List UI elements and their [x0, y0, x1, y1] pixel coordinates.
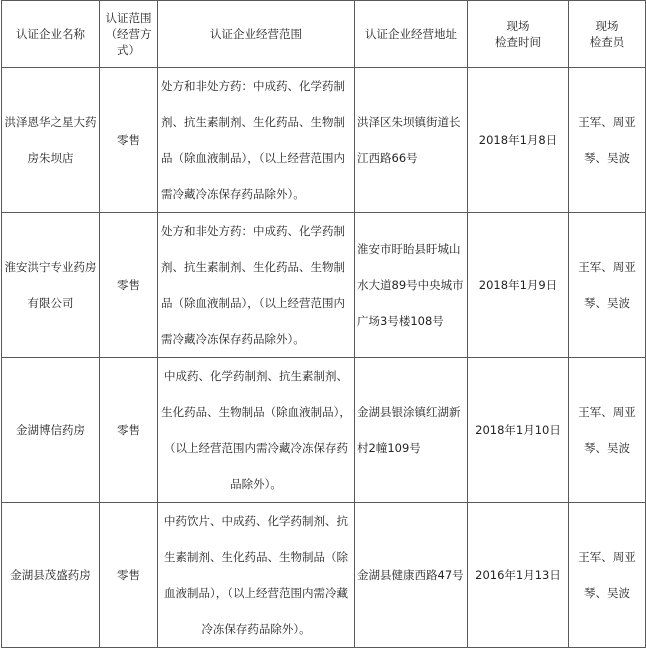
header-mode-line: （经营方: [105, 27, 152, 41]
header-business-scope: 认证企业经营范围: [158, 1, 355, 68]
header-inspector-line: 现场: [595, 19, 619, 33]
table-row: [2, 213, 646, 358]
inspection-date-cell: 2016年1月13日: [468, 503, 569, 648]
business-scope-cell: 中成药、化学药制剂、抗生素制剂、生化药品、生物制品（除血液制品），（以上经营范围内需冷藏冷冻保存药品除外）。: [158, 358, 355, 503]
company-name-cell: 金湖博信药房: [2, 358, 100, 503]
inspection-date-cell: 2018年1月8日: [468, 68, 569, 213]
business-address-cell: 金湖县健康西路47号: [355, 503, 468, 648]
header-mode-line: 认证范围: [105, 11, 152, 25]
table-row: [2, 68, 646, 213]
inspectors-cell: 王军、周亚琴、吴波: [569, 358, 646, 503]
inspectors-cell: 王军、周亚琴、吴波: [569, 503, 646, 648]
business-address-cell: 洪泽区朱坝镇街道长江西路66号: [355, 68, 468, 213]
table-row: [2, 358, 646, 503]
company-name-cell: 洪泽恩华之星大药房朱坝店: [2, 68, 100, 213]
company-name-cell: 金湖县茂盛药房: [2, 503, 100, 648]
inspection-date-cell: 2018年1月10日: [468, 358, 569, 503]
business-mode-cell: 零售: [100, 213, 158, 358]
header-company-name: 认证企业名称: [2, 1, 100, 68]
company-name-cell: 淮安洪宁专业药房有限公司: [2, 213, 100, 358]
header-inspectors: [569, 1, 646, 68]
certification-table: [1, 0, 646, 648]
header-time-line: 检查时间: [495, 35, 541, 49]
business-mode-cell: 零售: [100, 68, 158, 213]
header-inspection-time: [468, 1, 569, 68]
business-mode-cell: 零售: [100, 358, 158, 503]
inspectors-cell: 王军、周亚琴、吴波: [569, 213, 646, 358]
business-scope-cell: 中药饮片、中成药、化学药制剂、抗生素制剂、生化药品、生物制品（除血液制品），（以上经营范围内需冷藏冷冻保存药品除外）。: [158, 503, 355, 648]
header-inspector-line: 检查员: [589, 35, 625, 49]
header-row: [2, 1, 646, 68]
business-mode-cell: 零售: [100, 503, 158, 648]
business-address-cell: 金湖县银涂镇红湖新村2幢109号: [355, 358, 468, 503]
business-scope-cell: 处方和非处方药：中成药、化学药制剂、抗生素制剂、生化药品、生物制品（除血液制品），（以上经营范围内需冷藏冷冻保存药品除外）。: [158, 68, 355, 213]
header-time-line: 现场: [506, 19, 530, 33]
business-address-cell: 淮安市盱眙县盱城山水大道89号中央城市广场3号楼108号: [355, 213, 468, 358]
business-scope-cell: 处方和非处方药：中成药、化学药制剂、抗生素制剂、生化药品、生物制品（除血液制品），（以上经营范围内需冷藏冷冻保存药品除外）。: [158, 213, 355, 358]
table-row: [2, 503, 646, 648]
inspectors-cell: 王军、周亚琴、吴波: [569, 68, 646, 213]
inspection-date-cell: 2018年1月9日: [468, 213, 569, 358]
header-mode-line: 式）: [117, 43, 140, 57]
header-business-address: 认证企业经营地址: [355, 1, 468, 68]
header-business-mode: [100, 1, 158, 68]
